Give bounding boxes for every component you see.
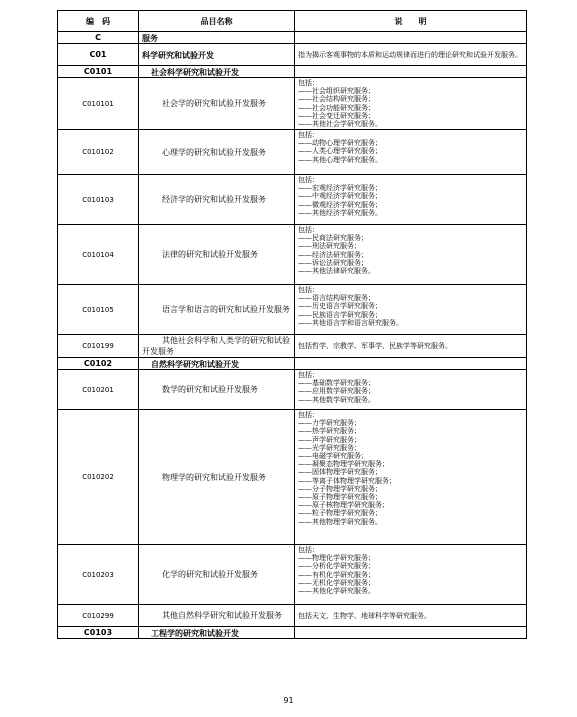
description-line: ——历史语言学研究服务； [298, 302, 382, 311]
description-line: ——无机化学研究服务； [298, 578, 375, 587]
item-code: C010203 [58, 545, 139, 605]
table-row [58, 285, 527, 335]
description-line: ——分析化学研究服务； [298, 562, 375, 571]
item-code: C010202 [58, 410, 139, 545]
description-line: ——应用数学研究服务； [298, 387, 375, 396]
description-line: ——原子核物理学研究服务； [298, 501, 389, 510]
description-line: ——动物心理学研究服务； [298, 139, 382, 148]
description-line: 包括： [298, 411, 319, 419]
description-line: ——刑法研究服务； [298, 242, 361, 251]
description-line: ——诉讼法研究服务； [298, 258, 368, 267]
description-line: ——分子物理学研究服务； [298, 484, 382, 493]
item-name: 化学的研究和试验开发服务 [139, 545, 295, 605]
description-line: ——社会结构研究服务； [298, 95, 375, 104]
description-line: ——微观经济学研究服务； [298, 200, 382, 209]
item-code: C010299 [58, 605, 139, 627]
item-code: C010103 [58, 175, 139, 225]
description-line: 包括： [298, 226, 319, 234]
item-code: C0101 [58, 66, 139, 78]
item-name: 社会科学研究和试验开发 [139, 66, 295, 78]
description-line: 包括： [298, 131, 319, 139]
table-row [58, 605, 527, 627]
item-code: C01 [58, 44, 139, 66]
item-description [295, 370, 527, 410]
description-line: ——基础数学研究服务； [298, 379, 375, 388]
item-name: 物理学的研究和试验开发服务 [139, 410, 295, 545]
description-line: ——凝聚态物理学研究服务； [298, 460, 389, 469]
description-line: ——电磁学研究服务； [298, 452, 368, 461]
item-description [295, 545, 527, 605]
description-line: ——中观经济学研究服务； [298, 192, 382, 201]
description-line: ——经济法研究服务； [298, 250, 368, 259]
description-line: ——粒子物理学研究服务； [298, 509, 382, 518]
description-line: ——其他心理学研究服务。 [298, 155, 382, 164]
item-name: 其他社会科学和人类学的研究和试验开发服务 [139, 335, 295, 358]
item-code: C010102 [58, 130, 139, 175]
table-row [58, 66, 527, 78]
item-code: C010105 [58, 285, 139, 335]
item-description [295, 225, 527, 285]
description-line: ——其他法律研究服务。 [298, 267, 375, 276]
description-line: ——光学研究服务； [298, 443, 361, 452]
item-code: C0102 [58, 358, 139, 370]
description-line: ——人类心理学研究服务； [298, 147, 382, 156]
description-line: ——社会变迁研究服务； [298, 111, 375, 120]
item-description: 包括天文、生物学、地球科学等研究服务。 [295, 605, 527, 627]
description-line: ——固体物理学研究服务； [298, 468, 382, 477]
table-row [58, 78, 527, 130]
item-description [295, 32, 527, 44]
description-line: ——等离子体物理学研究服务； [298, 476, 396, 485]
description-line: ——其他化学研究服务。 [298, 587, 375, 596]
table-row [58, 358, 527, 370]
item-name: 科学研究和试验开发 [139, 44, 295, 66]
header-name: 品目名称 [139, 11, 295, 32]
item-description: 包括哲学、宗教学、军事学、民族学等研究服务。 [295, 335, 527, 358]
item-name: 法律的研究和试验开发服务 [139, 225, 295, 285]
item-name: 数学的研究和试验开发服务 [139, 370, 295, 410]
item-name: 社会学的研究和试验开发服务 [139, 78, 295, 130]
catalog-table [57, 10, 527, 639]
item-description [295, 175, 527, 225]
table-row [58, 32, 527, 44]
item-code: C010199 [58, 335, 139, 358]
item-name: 自然科学研究和试验开发 [139, 358, 295, 370]
description-line: ——有机化学研究服务； [298, 570, 375, 579]
description-line: ——社会功能研究服务； [298, 103, 375, 112]
description-line: ——力学研究服务； [298, 419, 361, 428]
description-line: 包括： [298, 79, 319, 87]
item-name: 心理学的研究和试验开发服务 [139, 130, 295, 175]
description-line: ——其他社会学研究服务。 [298, 120, 382, 129]
item-name: 服务 [139, 32, 295, 44]
item-name: 其他自然科学研究和试验开发服务 [139, 605, 295, 627]
description-line: 包括： [298, 176, 319, 184]
item-name: 经济学的研究和试验开发服务 [139, 175, 295, 225]
table-row [58, 175, 527, 225]
header-code: 编 码 [58, 11, 139, 32]
item-description [295, 285, 527, 335]
description-line: ——声学研究服务； [298, 435, 361, 444]
description-line: 包括： [298, 286, 319, 294]
description-line: ——原子物理学研究服务； [298, 493, 382, 502]
item-code: C010101 [58, 78, 139, 130]
item-description [295, 66, 527, 78]
description-line: ——社会组织研究服务； [298, 87, 375, 96]
description-line: ——热学研究服务； [298, 427, 361, 436]
description-line: ——民商法研究服务； [298, 234, 368, 243]
item-code: C010104 [58, 225, 139, 285]
item-description [295, 410, 527, 545]
description-line: ——其他数学研究服务。 [298, 395, 375, 404]
table-row [58, 44, 527, 66]
item-description [295, 627, 527, 639]
table-row [58, 370, 527, 410]
item-description [295, 78, 527, 130]
item-code: C010201 [58, 370, 139, 410]
table-row [58, 410, 527, 545]
table-row [58, 627, 527, 639]
item-description: 指为揭示客观事物的本质和运动规律而进行的理论研究和试验开发服务。 [295, 44, 527, 66]
description-line: ——宏观经济学研究服务； [298, 184, 382, 193]
table-header-row [58, 11, 527, 32]
description-line: ——民族语言学研究服务； [298, 310, 382, 319]
description-line: ——物理化学研究服务； [298, 554, 375, 563]
description-line: ——其他经济学研究服务。 [298, 208, 382, 217]
item-name: 语言学和语言的研究和试验开发服务 [139, 285, 295, 335]
table-row [58, 130, 527, 175]
item-description [295, 130, 527, 175]
header-desc: 说 明 [295, 11, 527, 32]
item-code: C [58, 32, 139, 44]
description-line: ——语言结构研究服务； [298, 294, 375, 303]
table-row [58, 545, 527, 605]
description-line: ——其他物理学研究服务。 [298, 517, 382, 526]
page-number: 91 [283, 696, 294, 705]
description-line: ——其他语言学和语言研究服务。 [298, 318, 403, 327]
table-row [58, 335, 527, 358]
item-description [295, 358, 527, 370]
table-row [58, 225, 527, 285]
item-code: C0103 [58, 627, 139, 639]
item-name: 工程学的研究和试验开发 [139, 627, 295, 639]
description-line: 包括： [298, 546, 319, 554]
description-line: 包括： [298, 371, 319, 379]
